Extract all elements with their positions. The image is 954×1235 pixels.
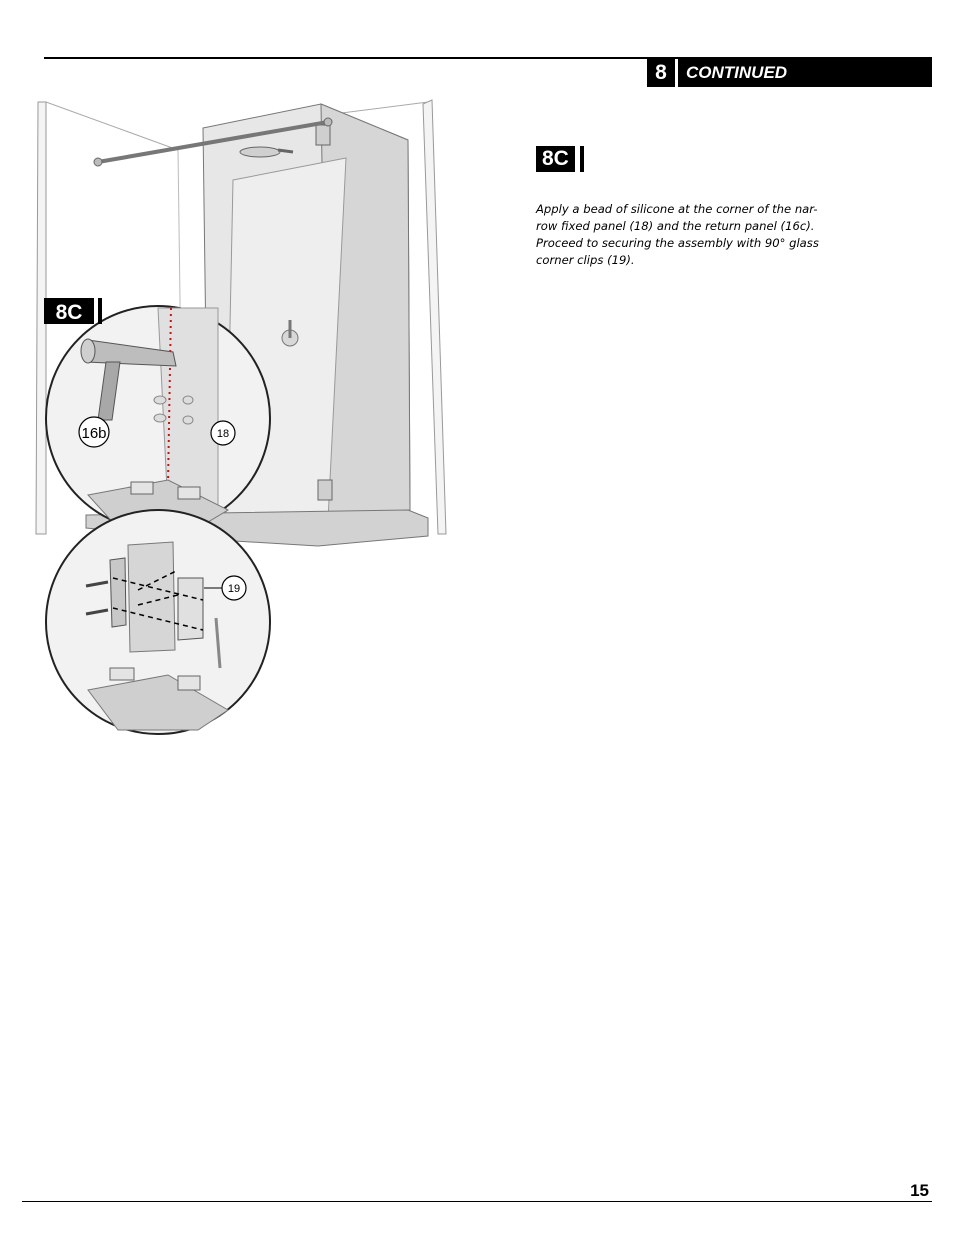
detail-fastener-3 (183, 396, 193, 404)
step-tag-bar (580, 146, 584, 172)
detail-fastener-1 (154, 396, 166, 404)
section-title: CONTINUED (678, 59, 932, 87)
support-bar-end-right (324, 118, 332, 126)
step-instruction: Apply a bead of silicone at the corner of the nar-row fixed panel (18) and the return panel (16c). Proceed to securing the assembly with 90° glass corner clips (19). (536, 202, 819, 267)
clip-front-plate (178, 578, 203, 640)
showerhead-arm (278, 150, 293, 152)
installation-illustration (28, 90, 458, 740)
page-number: 15 (910, 1181, 929, 1200)
right-glass-panel (423, 100, 446, 534)
left-panel-top-edge (46, 102, 178, 150)
step-tag (536, 146, 584, 172)
showerhead (240, 147, 280, 157)
clip-back-plate (110, 558, 126, 627)
illus-step-tag-bar (98, 298, 102, 324)
section-header (647, 59, 932, 87)
section-number: 8 (647, 59, 675, 87)
bottom-rule (22, 1201, 932, 1202)
callout-18-label: 18 (216, 428, 230, 440)
silicone-gun-cap (81, 339, 95, 363)
detail2-glass-clip-2 (178, 676, 200, 690)
support-bar-end-left (94, 158, 102, 166)
bottom-hinge (318, 480, 332, 500)
detail-fastener-2 (154, 414, 166, 422)
detail-glass-clip-1 (131, 482, 153, 494)
illus-step-label: 8C (55, 301, 83, 324)
detail-glass-clip-2 (178, 487, 200, 499)
top-hinge (316, 125, 330, 145)
callout-16b-label: 16b (81, 425, 107, 442)
detail-fastener-4 (183, 416, 193, 424)
detail2-glass-clip-1 (110, 668, 134, 680)
step-label: 8C (536, 146, 575, 172)
callout-19-label: 19 (227, 583, 241, 595)
